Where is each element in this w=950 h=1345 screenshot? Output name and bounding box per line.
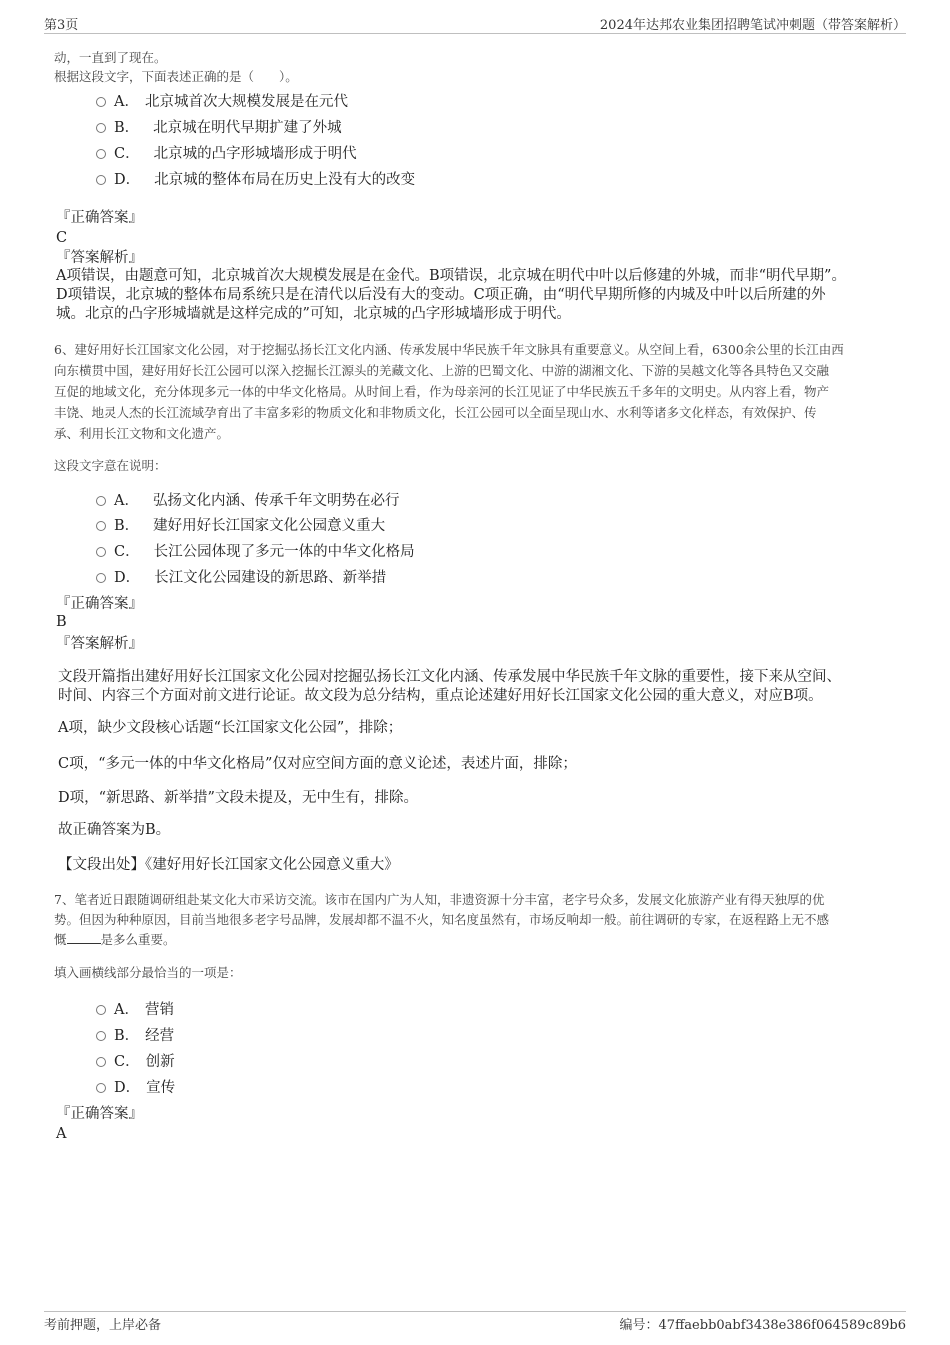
q7-option-a[interactable]: A． 营销 — [96, 998, 174, 1019]
radio-icon[interactable] — [96, 1083, 106, 1093]
q7-question: 填入画横线部分最恰当的一项是： — [54, 965, 242, 980]
q5-option-d[interactable]: D． 北京城的整体布局在历史上没有大的改变 — [96, 168, 415, 189]
q6-passage-line-5: 承、利用长江文物和文化遗产。 — [54, 426, 230, 441]
q5-passage-end: 动，一直到了现在。 — [54, 50, 167, 65]
footer-divider — [44, 1311, 906, 1312]
q7-option-b[interactable]: B． 经营 — [96, 1024, 174, 1045]
q5-option-c[interactable]: C． 北京城的凸字形城墙形成于明代 — [96, 142, 357, 163]
q6-option-b[interactable]: B． 建好用好长江国家文化公园意义重大 — [96, 514, 385, 535]
q7-option-d[interactable]: D． 宣传 — [96, 1076, 175, 1097]
radio-icon[interactable] — [96, 1031, 106, 1041]
page-number: 第3页 — [44, 18, 79, 33]
q7-answer: A — [56, 1126, 67, 1142]
radio-icon[interactable] — [96, 149, 106, 159]
document-title: 2024年达邦农业集团招聘笔试冲刺题（带答案解析） — [599, 18, 906, 33]
q5-analysis-heading: 『答案解析』 — [56, 250, 143, 266]
q5-analysis-line-1: A项错误，由题意可知，北京城首次大规模发展是在金代。B项错误，北京城在明代中叶以后修建的外城，而非“明代早期”。 — [56, 268, 846, 284]
q6-passage-line-2: 向东横贯中国，建好用好长江公园可以深入挖掘长江源头的羌藏文化、上游的巴蜀文化、中游的湖湘文化、下游的吴越文化等各具特色又交融 — [54, 363, 830, 378]
radio-icon[interactable] — [96, 547, 106, 557]
footer-slogan: 考前押题，上岸必备 — [44, 1318, 162, 1333]
q5-option-b[interactable]: B． 北京城在明代早期扩建了外城 — [96, 116, 342, 137]
radio-icon[interactable] — [96, 1057, 106, 1067]
q5-question: 根据这段文字，下面表述正确的是（ ）。 — [54, 69, 298, 84]
q5-analysis-line-3: 城。北京的凸字形城墙就是这样完成的”可知，北京城的凸字形城墙形成于明代。 — [56, 306, 571, 322]
q6-analysis-c: C项，“多元一体的中华文化格局”仅对应空间方面的意义论述，表述片面，排除； — [58, 756, 577, 772]
q6-option-a[interactable]: A． 弘扬文化内涵、传承千年文明势在必行 — [96, 489, 399, 510]
q6-analysis-line-2: 时间、内容三个方面对前文进行论证。故文段为总分结构，重点论述建好用好长江国家文化公园的重大意义，对应B项。 — [58, 688, 823, 704]
q6-option-c[interactable]: C． 长江公园体现了多元一体的中华文化格局 — [96, 540, 415, 561]
q6-answer-heading: 『正确答案』 — [56, 596, 143, 612]
q7-passage-line-2: 势。但因为种种原因，目前当地很多老字号品牌，发展却都不温不火，知名度虽然有，市场反响却一般。前往调研的专家，在返程路上无不感 — [54, 912, 830, 927]
radio-icon[interactable] — [96, 573, 106, 583]
q6-analysis-line-1: 文段开篇指出建好用好长江国家文化公园对挖掘弘扬长江文化内涵、传承发展中华民族千年文脉的重要性，接下来从空间、 — [58, 669, 841, 685]
footer-doc-id: 编号：47ffaebb0abf3438e386f064589c89b6 — [619, 1318, 906, 1333]
fill-blank — [67, 931, 101, 944]
q5-analysis-line-2: D项错误，北京城的整体布局系统只是在清代以后没有大的变动。C项正确，由“明代早期所修的内城及中叶以后所建的外 — [56, 287, 826, 303]
q6-passage-line-3: 互促的地域文化，充分体现多元一体的中华文化格局。从时间上看，作为母亲河的长江见证了中华民族五千多年的文明史。从内容上看，物产 — [54, 384, 830, 399]
radio-icon[interactable] — [96, 175, 106, 185]
q5-option-a[interactable]: A． 北京城首次大规模发展是在元代 — [96, 90, 348, 111]
q6-analysis-a: A项，缺少文段核心话题“长江国家文化公园”，排除； — [58, 720, 403, 736]
q6-passage-line-1: 6、建好用好长江国家文化公园，对于挖掘弘扬长江文化内涵、传承发展中华民族千年文脉具有重要意义。从空间上看，6300余公里的长江由西 — [54, 342, 844, 357]
q7-option-c[interactable]: C． 创新 — [96, 1050, 175, 1071]
q6-analysis-d: D项，“新思路、新举措”文段未提及，无中生有，排除。 — [58, 790, 418, 806]
radio-icon[interactable] — [96, 1005, 106, 1015]
q6-passage-line-4: 丰饶、地灵人杰的长江流域孕育出了丰富多彩的物质文化和非物质文化，长江公园可以全面呈现山水、水利等诸多文化样态，有效保护、传 — [54, 405, 817, 420]
radio-icon[interactable] — [96, 123, 106, 133]
q6-conclusion: 故正确答案为B。 — [58, 822, 171, 838]
q6-source: 【文段出处】《建好用好长江国家文化公园意义重大》 — [58, 857, 399, 873]
header-divider — [44, 33, 906, 34]
q6-answer: B — [56, 614, 67, 630]
radio-icon[interactable] — [96, 521, 106, 531]
q7-passage-line-1: 7、笔者近日跟随调研组赴某文化大市采访交流。该市在国内广为人知，非遗资源十分丰富，老字号众多，发展文化旅游产业有得天独厚的优 — [54, 892, 825, 907]
radio-icon[interactable] — [96, 97, 106, 107]
q5-answer-heading: 『正确答案』 — [56, 210, 143, 226]
q7-answer-heading: 『正确答案』 — [56, 1106, 143, 1122]
q6-question: 这段文字意在说明： — [54, 458, 167, 473]
q6-analysis-heading: 『答案解析』 — [56, 636, 143, 652]
q6-option-d[interactable]: D． 长江文化公园建设的新思路、新举措 — [96, 566, 386, 587]
q7-passage-line-3: 慨 是多么重要。 — [54, 932, 176, 947]
radio-icon[interactable] — [96, 496, 106, 506]
q5-answer: C — [56, 230, 68, 246]
